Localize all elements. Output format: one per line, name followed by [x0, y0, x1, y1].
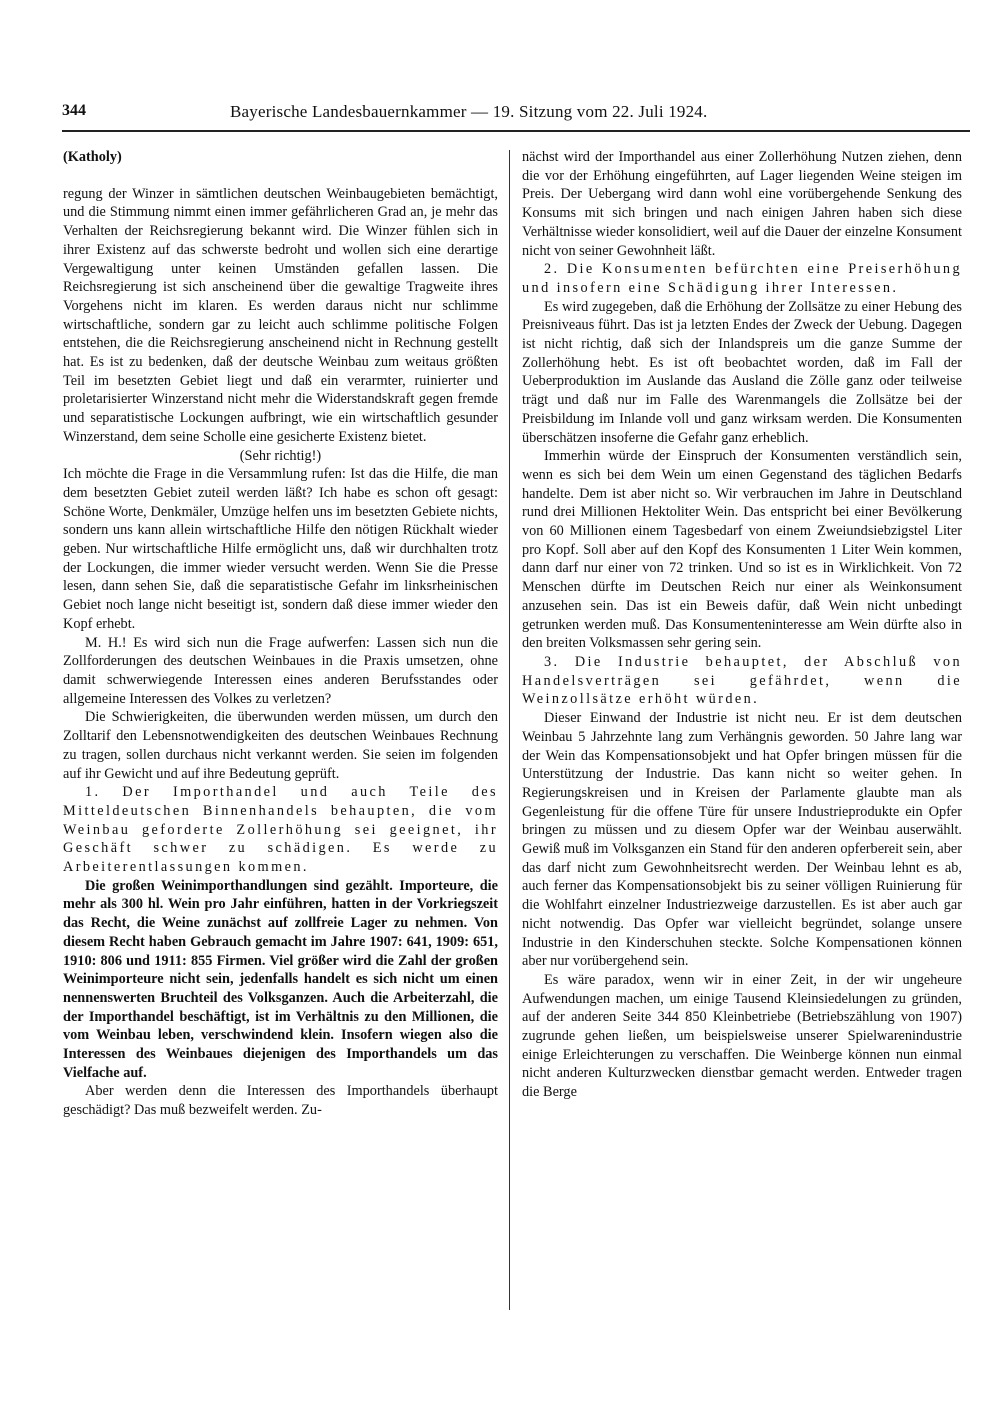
paragraph: Dieser Einwand der Industrie ist nicht neu. Er ist dem deutschen Weinbau 5 Jahrzehnte lang zum Verhängnis geworden. 50 Jahre lang war der Wein das Kompensationsobjekt und hat Opfer bringen müssen für die Unterstützung der Industrie. Das kann nicht so weiter gehen. In Regierungskreisen und in Kreisen der Parlamente glaubte man als Gegenleistung für die offene Türe für unsere Industrieprodukte ein Opfer bringen zu müssen und zu diesem Opfer war der Weinbau auserwählt. Gewiß muß im Volksganzen ein Stand für den anderen opferbereit sein, aber das darf nicht zum Gewohnheitsrecht werden. Der Weinbau lehnt es ab, auch ferner das Kompensationsobjekt bis zu seiner völligen Ruinierung für die Wohlfahrt einzelner Industriezweige darzustellen. Es ist aber auch gar nicht notwendig. Das Opfer war vielleicht begründet, solange unsere Industrie in den Kinderschuhen steckte. Solche Kompensationen können aber nur vorübergehend sein. [522, 710, 962, 970]
paragraph: Es wird zugegeben, daß die Erhöhung der Zollsätze zu einer Hebung des Preisniveaus führt. Das ist ja letzten Endes der Zweck der Uebung. Dagegen ist nicht richtig, daß sich der Inlandspreis um die ganze Summe der Zollerhöhung hebt. Es ist oft beobachtet worden, daß im Fall der Ueberproduktion im Auslande das Ausland die Zölle ganz oder teilweise trägt und daß nur im Falle des Warenmangels die Zollsätze bei der Preisbildung im Inlande voll und ganz wirksam werden. Die Konsumenten überschätzen insoferne die Gefahr ganz erheblich. [522, 298, 962, 446]
paragraph: M. H.! Es wird sich nun die Frage aufwerfen: Lassen sich nun die Zollforderungen des deutschen Weinbaues in die Praxis umsetzen, ohne damit schwerwiegende Interessen eines anderen Berufsstandes oder allgemeine Interessen des Volkes zu verletzen? [63, 634, 498, 707]
left-column [63, 148, 498, 1120]
paragraph: nächst wird der Importhandel aus einer Zollerhöhung Nutzen ziehen, denn die vor der Erhöhung eingeführten, auf Lager liegenden Weine steigen im Preis. Der Uebergang wird dann wohl eine vorübergehende Senkung des Konsums mit sich bringen und nach einigen Jahren haben sich diese Verhältnisse wieder konsolidiert, weil auf die Dauer der einzelne Konsument nicht von seiner Gewohnheit läßt. [522, 149, 962, 259]
paragraph: Ich möchte die Frage in die Versammlung rufen: Ist das die Hilfe, die man dem besetzten Gebiet zuteil werden läßt? Ich habe es schon oft gesagt: Schöne Worte, Denkmäler, Umzüge helfen uns im besetzten Gebiete nichts, sondern uns kann allein wirtschaftliche Hilfe den nötigen Rückhalt wieder geben. Nur wirtschaftliche Hilfe ermöglicht uns, daß wir durchhalten trotz der Lockungen, die immer wieder versucht werden. Wenn Sie die Presse lesen, dann sehen Sie, daß die separatistische Gefahr im linksrheinischen Gebiet noch lange nicht beseitigt ist, sondern daß diese immer wieder den Kopf erhebt. [63, 466, 498, 632]
speaker-name: (Katholy) [63, 149, 122, 165]
right-column [522, 148, 962, 1102]
paragraph: regung der Winzer in sämtlichen deutschen Weinbaugebieten bemächtigt, und die Stimmung nimmt einen immer gefährlicheren Grad an, je mehr das Verhalten der Reichsregierung bekannt wird. Die Winzer fühlen sich in ihrer Existenz auf das schwerste bedroht und wollen sich eine derartige Vergewaltigung unter keinen Umständen gefallen lassen. Die Reichsregierung ist sich anscheinend über die gewaltige Tragweite ihres Vorgehens nicht im klaren. Es werden daraus nicht nur schlimme wirtschaftliche, sondern gar zu leicht auch schlimme politische Folgen entstehen, die die Reichsregierung anscheinend nicht in Rechnung gestellt hat. Es ist zu bedenken, daß der deutsche Weinbau zum weitaus größten Teil im besetzten Gebiet liegt und daß ein verarmter, ruinierter und proletarisierter Winzerstand nicht mehr die Widerstandskraft gegen fremde und separatistische Lockungen aufbringt, wie ein wirtschaftlich gesunder Winzerstand, dem seine Scholle eine gesicherte Existenz bietet. [63, 185, 498, 445]
page-header [62, 102, 968, 128]
running-title: Bayerische Landesbauernkammer — 19. Sitzung vom 22. Juli 1924. [230, 102, 708, 121]
column-divider [509, 150, 510, 1310]
paragraph: Die Schwierigkeiten, die überwunden werden müssen, um durch den Zolltarif den Lebensnotwendigkeiten des deutschen Weinbaues Rechnung zu tragen, sollen durchaus nicht verkannt werden. Sie seien im folgenden auf ihr Gewicht und auf ihre Bedeutung geprüft. [63, 709, 498, 782]
paragraph: Die großen Weinimporthandlungen sind gezählt. Importeure, die mehr als 300 hl. Wein pro Jahr einführen, hatten in der Vorkriegszeit das Recht, die Weine zunächst auf zollfreie Lager zu nehmen. Von diesem Recht haben Gebrauch gemacht im Jahre 1907: 641, 1909: 651, 1910: 806 und 1911: 855 Firmen. Viel größer wird die Zahl der großen Weinimporteure nicht sein, jedenfalls handelt es sich nicht um einen nennenswerten Bruchteil des Volksganzen. Auch die Arbeiterzahl, die der Importhandel beschäftigt, ist im Verhältnis zu den Millionen, die vom Weinbau leben, verschwindend klein. Insofern wiegen also die Interessen des Weinbaues diejenigen des Importhandels um das Vielfache auf. [63, 877, 498, 1081]
paragraph: Es wäre paradox, wenn wir in einer Zeit, in der wir ungeheure Aufwendungen machen, um einige Tausend Kleinsiedelungen zu gründen, auf der anderen Seite 344 850 Kleinbetriebe (Betriebszählung von 1907) zugrunde gehen ließen, um beispielsweise unserer Spielwarenindustrie einige Erleichterungen zu verschaffen. Die Weinberge können nun einmal nicht anderen Kulturzwecken dienstbar gemacht werden. Entweder tragen die Berge [522, 971, 962, 1101]
numbered-claim: 2. Die Konsumenten befürchten eine Preiserhöhung und insofern eine Schädigung ihrer Interessen. [522, 261, 962, 296]
numbered-claim: 1. Der Importhandel und auch Teile des Mitteldeutschen Binnenhandels behaupten, die vom Weinbau geforderte Zollerhöhung sei geeignet, ihr Geschäft schwer zu schädigen. Es werde zu Arbeiterentlassungen kommen. [63, 784, 498, 876]
numbered-claim: 3. Die Industrie behauptet, der Abschluß von Handelsverträgen sei gefährdet, wenn die Weinzollsätze erhöht würden. [522, 653, 962, 708]
paragraph: Aber werden denn die Interessen des Importhandels überhaupt geschädigt? Das muß bezweifelt werden. Zu- [63, 1083, 498, 1119]
paragraph: Immerhin würde der Einspruch der Konsumenten verständlich sein, wenn es sich bei dem Wein um einen Gegenstand des täglichen Bedarfs handelte. Dem ist aber nicht so. Wir verbrauchen im Jahre in Deutschland rund drei Millionen Hektoliter Wein. Das entspricht bei einer Bevölkerung von 60 Millionen einem Tagesbedarf von einem Zweiundsiebzigstel Liter pro Kopf. Soll aber auf den Kopf des Konsumenten 1 Liter Wein kommen, dann darf nur einer von 72 trinken. Und so ist es in Wirklichkeit. Von 72 Menschen dürfte im Deutschen Reich nur einer als Weinkonsument anzusehen sein. Das ist ein Beweis dafür, daß Wein nicht unbedingt getrunken werden muß. Das Konsumenteninteresse am Wein dürfte also in den breiten Volksmassen sehr gering sein. [522, 448, 962, 652]
header-rule [62, 130, 970, 132]
page-number: 344 [62, 102, 86, 119]
interjection: (Sehr richtig!) [239, 447, 322, 464]
